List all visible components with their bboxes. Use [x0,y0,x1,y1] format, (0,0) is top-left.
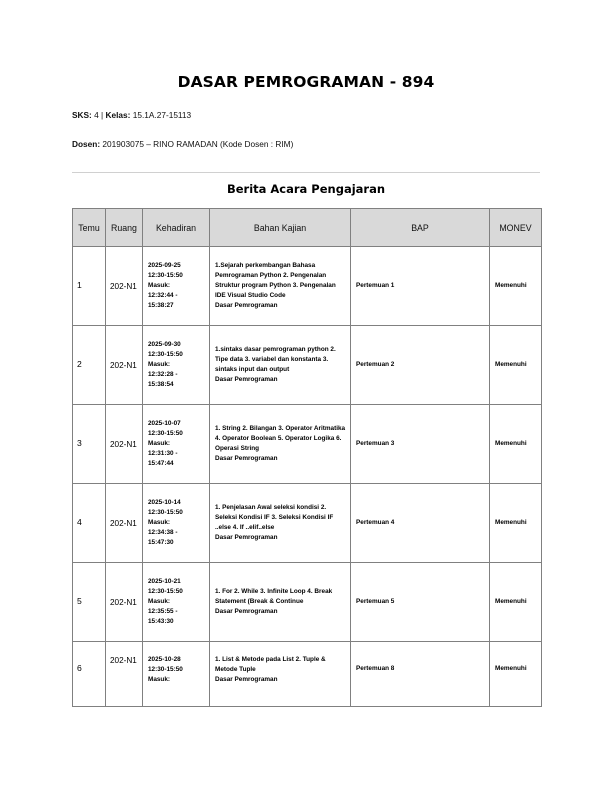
cell-kehadiran: 2025-10-28 12:30-15:50 Masuk: [143,642,210,707]
cell-kehadiran: 2025-10-14 12:30-15:50 Masuk: 12:34:38 - 15:47:30 [143,484,210,563]
cell-kehadiran: 2025-10-21 12:30-15:50 Masuk: 12:35:55 - 15:43:30 [143,563,210,642]
table-row [73,642,542,707]
table-row [73,405,542,484]
cell-monev: Memenuhi [490,326,542,405]
cell-bap: Pertemuan 1 [351,247,490,326]
cell-kehadiran: 2025-10-07 12:30-15:50 Masuk: 12:31:30 - 15:47:44 [143,405,210,484]
header-kehadiran: Kehadiran [143,209,210,247]
cell-temu: 2 [73,326,106,405]
course-title: DASAR PEMROGRAMAN - 894 [177,73,435,91]
cell-bahan-kajian: 1.Sejarah perkembangan Bahasa Pemrograman Python 2. Pengenalan Struktur program Python 3. Pengenalan IDE Visual Studio Code Dasar Pemrograman [210,247,351,326]
kelas-label: Kelas: [105,110,131,120]
cell-bahan-kajian: 1. For 2. While 3. Infinite Loop 4. Break Statement (Break & Continue Dasar Pemrograman [210,563,351,642]
cell-bap: Pertemuan 3 [351,405,490,484]
cell-bahan-kajian: 1.sintaks dasar pemrograman python 2. Tipe data 3. variabel dan konstanta 3. sintaks input dan output Dasar Pemrograman [210,326,351,405]
teaching-log-table [72,208,542,707]
table-header-row [73,209,542,247]
table-row [73,326,542,405]
divider [72,172,540,173]
cell-ruang: 202-N1 [106,563,143,642]
cell-temu: 1 [73,247,106,326]
sks-value: 4 | [91,110,106,120]
cell-monev: Memenuhi [490,247,542,326]
table-row [73,563,542,642]
cell-kehadiran: 2025-09-30 12:30-15:50 Masuk: 12:32:28 - 15:38:54 [143,326,210,405]
table-row [73,247,542,326]
cell-temu: 3 [73,405,106,484]
cell-temu: 6 [73,642,106,707]
lecturer-meta [72,139,293,149]
cell-monev: Memenuhi [490,642,542,707]
dosen-label: Dosen: [72,139,101,149]
cell-monev: Memenuhi [490,484,542,563]
cell-ruang: 202-N1 [106,405,143,484]
sks-label: SKS: [72,110,92,120]
kelas-value: 15.1A.27-15113 [130,110,192,120]
header-bap: BAP [351,209,490,247]
cell-bahan-kajian: 1. String 2. Bilangan 3. Operator Aritmatika 4. Operator Boolean 5. Operator Logika 6. Operasi String Dasar Pemrograman [210,405,351,484]
cell-bahan-kajian: 1. Penjelasan Awal seleksi kondisi 2. Seleksi Kondisi IF 3. Seleksi Kondisi IF ..else 4. If ..elif..else Dasar Pemrograman [210,484,351,563]
cell-ruang: 202-N1 [106,642,143,707]
cell-bahan-kajian: 1. List & Metode pada List 2. Tuple & Metode Tuple Dasar Pemrograman [210,642,351,707]
cell-ruang: 202-N1 [106,247,143,326]
header-ruang: Ruang [106,209,143,247]
course-meta [72,110,191,120]
cell-monev: Memenuhi [490,405,542,484]
header-bahan-kajian: Bahan Kajian [210,209,351,247]
header-monev: MONEV [490,209,542,247]
cell-ruang: 202-N1 [106,484,143,563]
section-title: Berita Acara Pengajaran [226,182,386,196]
cell-bap: Pertemuan 4 [351,484,490,563]
cell-ruang: 202-N1 [106,326,143,405]
header-temu: Temu [73,209,106,247]
cell-bap: Pertemuan 5 [351,563,490,642]
dosen-value: 201903075 – RINO RAMADAN (Kode Dosen : RIM) [100,139,294,149]
cell-bap: Pertemuan 2 [351,326,490,405]
cell-bap: Pertemuan 8 [351,642,490,707]
cell-kehadiran: 2025-09-25 12:30-15:50 Masuk: 12:32:44 - 15:38:27 [143,247,210,326]
cell-monev: Memenuhi [490,563,542,642]
cell-temu: 4 [73,484,106,563]
cell-temu: 5 [73,563,106,642]
table-row [73,484,542,563]
